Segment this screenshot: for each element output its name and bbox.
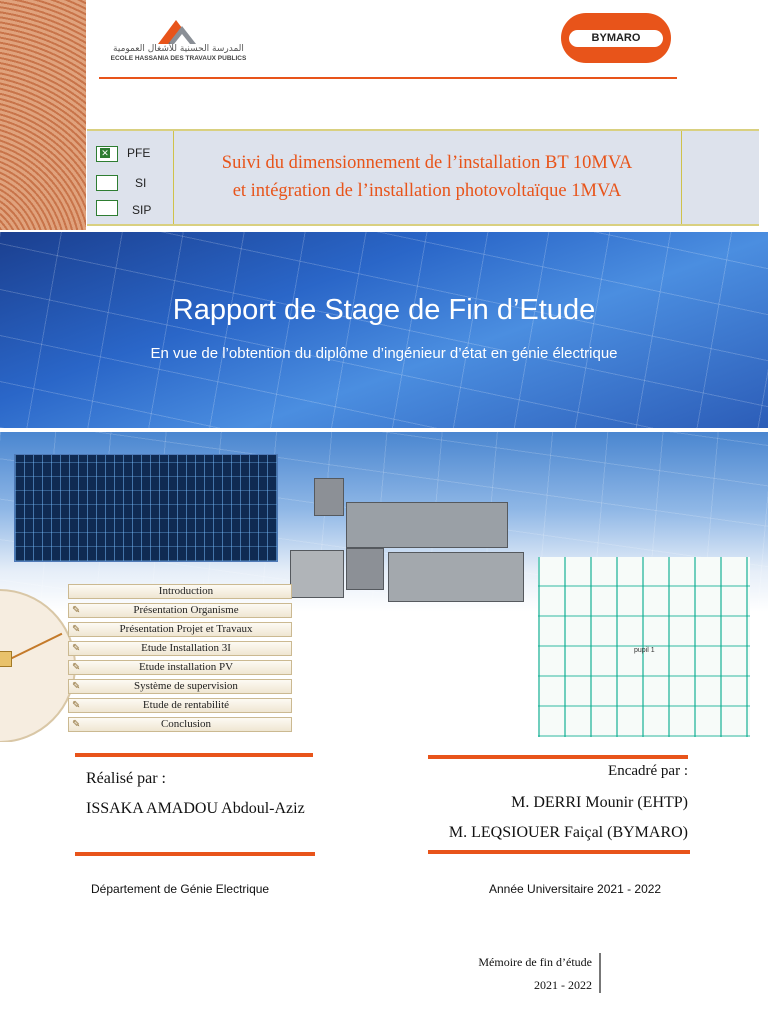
pen-icon: ✎ — [72, 605, 81, 616]
footer-title: Mémoire de fin d’étude — [478, 955, 592, 969]
report-subtitle: En vue de l’obtention du diplôme d’ingénieur d’état en génie électrique — [150, 345, 618, 362]
toc-label: Présentation Projet et Travaux — [119, 623, 253, 635]
toc-label: Système de supervision — [134, 680, 238, 692]
pen-icon: ✎ — [72, 681, 81, 692]
project-info-box — [87, 129, 759, 226]
checkbox-pfe[interactable] — [96, 146, 118, 162]
toc-item — [68, 603, 292, 618]
clock-center-icon — [0, 651, 12, 667]
solar-panel-banner — [0, 232, 768, 428]
school-logo-mark — [96, 16, 266, 46]
supervisor-label: Encadré par : — [608, 763, 688, 779]
school-name-arabic: المدرسة الحسنية للأشغال العمومية — [113, 44, 244, 54]
building-block — [314, 478, 344, 516]
checkbox-si[interactable] — [96, 175, 118, 191]
footer-divider — [599, 953, 601, 993]
pen-icon: ✎ — [72, 700, 81, 711]
pen-icon: ✎ — [72, 719, 81, 730]
toc-item — [68, 641, 292, 656]
toc-label: Etude installation PV — [138, 661, 234, 673]
toc-label: Etude Installation 3I — [141, 642, 231, 654]
toc-item — [68, 660, 292, 675]
supervisor-rule-top — [428, 755, 688, 759]
footer-year: 2021 - 2022 — [534, 978, 592, 992]
toc-item — [68, 717, 292, 732]
pen-icon: ✎ — [72, 624, 81, 635]
company-logo-text: BYMARO — [569, 30, 663, 47]
toc-label: Introduction — [158, 585, 214, 597]
company-logo — [561, 13, 671, 63]
checkbox-sip[interactable] — [96, 200, 118, 216]
floor-plan-label: pupil 1 — [634, 647, 655, 654]
building-3d-model-image — [288, 472, 524, 602]
toc-label: Conclusion — [160, 718, 212, 730]
electrical-schematic-image — [14, 454, 278, 562]
school-name-french: ECOLE HASSANIA DES TRAVAUX PUBLICS — [110, 55, 247, 62]
author-label: Réalisé par : — [86, 770, 166, 787]
supervisor-name: M. LEQSIOUER Faiçal (BYMARO) — [448, 824, 688, 841]
toc-item — [68, 584, 292, 599]
project-box-divider-left — [173, 131, 174, 224]
author-rule-bottom — [75, 852, 315, 856]
decorative-copper-strip — [0, 0, 86, 230]
author-rule-top — [75, 753, 313, 757]
building-block — [346, 548, 384, 590]
project-title-line-2: et intégration de l’installation photovoltaïque 1MVA — [232, 181, 622, 201]
project-title — [187, 149, 667, 205]
academic-year-text: Année Universitaire 2021 - 2022 — [489, 882, 662, 896]
building-block — [290, 550, 344, 598]
toc-label: Présentation Organisme — [133, 604, 239, 616]
author-name: ISSAKA AMADOU Abdoul-Aziz — [86, 800, 305, 817]
option-label-si: SI — [135, 176, 147, 190]
floor-plan-image — [538, 557, 750, 737]
building-block — [388, 552, 524, 602]
toc-item — [68, 679, 292, 694]
project-title-line-1: Suivi du dimensionnement de l’installation BT 10MVA — [221, 153, 633, 173]
header-divider — [99, 77, 677, 79]
pen-icon: ✎ — [72, 662, 81, 673]
department-text: Département de Génie Electrique — [91, 882, 270, 896]
building-block — [346, 502, 508, 548]
toc-label: Etude de rentabilité — [142, 699, 230, 711]
checkmark-icon: ✕ — [101, 148, 109, 158]
school-logo — [96, 16, 266, 66]
illustration-collage — [0, 432, 768, 742]
toc-item — [68, 698, 292, 713]
toc-item — [68, 622, 292, 637]
option-label-pfe: PFE — [127, 146, 151, 160]
report-title: Rapport de Stage de Fin d’Etude — [172, 294, 596, 326]
option-label-sip: SIP — [132, 203, 152, 217]
pen-icon: ✎ — [72, 643, 81, 654]
supervisor-name: M. DERRI Mounir (EHTP) — [511, 794, 688, 811]
supervisor-rule-bottom — [428, 850, 690, 854]
project-box-divider-right — [681, 131, 682, 224]
